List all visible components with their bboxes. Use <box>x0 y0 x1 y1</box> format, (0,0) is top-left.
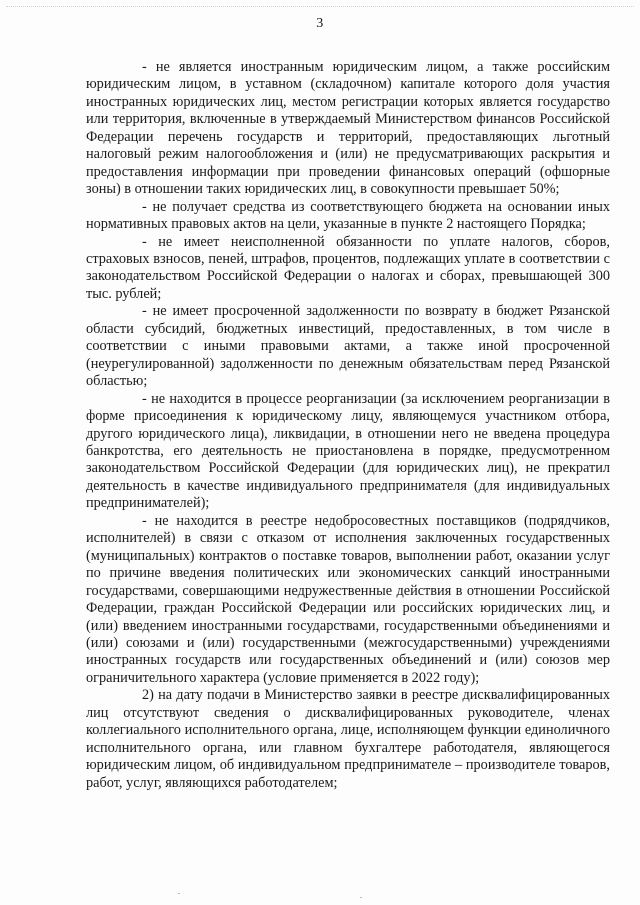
paragraph-overdue-debt-condition: - не имеет просроченной задолженности по возврату в бюджет Рязанской области субсидий, бюджетных инвестиций, предоставленных, в том числе в соответствии с иными правовыми актами, а также иной просроченной (неурегулированной) задолженности по денежным обязательствам перед Рязанской областью; <box>86 303 610 390</box>
page-number: 3 <box>316 16 324 31</box>
document-body <box>86 59 610 792</box>
scan-speck <box>360 897 362 898</box>
paragraph-tax-arrears-condition: - не имеет неисполненной обязанности по уплате налогов, сборов, страховых взносов, пеней, штрафов, процентов, подлежащих уплате в соответствии с законодательством Российской Федерации о налогах и сборах, превышающей 300 тыс. рублей; <box>86 233 610 302</box>
paragraph-foreign-entity-condition: - не является иностранным юридическим лицом, а также российским юридическим лицом, в уставном (складочном) капитале которого доля участия иностранных юридических лиц, местом регистрации которых является государство или территория, включенные в утверждаемый Министерством финансов Российской Федерации перечень государств и территорий, предоставляющих льготный налоговый режим налогообложения и (или) не предусматривающих раскрытия и предоставления информации при проведении финансовых операций (офшорные зоны) в отношении таких юридических лиц, в совокупности превышает 50%; <box>86 59 610 198</box>
paragraph-reorganization-condition: - не находится в процессе реорганизации (за исключением реорганизации в форме присоединения к юридическому лицу, являющемуся участником отбора, другого юридического лица), ликвидации, в отношении него не введена процедура банкротства, его деятельность не приостановлена в порядке, предусмотренном законодательством Российской Федерации (для юридических лиц), не прекратил деятельность в качестве индивидуального предпринимателя (для индивидуальных предпринимателей); <box>86 390 610 512</box>
scan-artifact-bottom <box>0 875 640 905</box>
paragraph-unfair-suppliers-condition: - не находится в реестре недобросовестных поставщиков (подрядчиков, исполнителей) в связи с отказом от исполнения заключенных государственных (муниципальных) контрактов о поставке товаров, выполнении работ, оказании услуг по причине введения политических или экономических санкций иностранными государствами, совершающими недружественные действия в отношении Российской Федерации, граждан Российской Федерации или российских юридических лиц, и (или) введением иностранными государствами, государственными объединениями и (или) союзами и (или) государственными (межгосударственными) учреждениями иностранных государств или государственных объединений и (или) союзов мер ограничительного характера (условие применяется в 2022 году); <box>86 512 610 686</box>
paragraph-budget-funds-condition: - не получает средства из соответствующего бюджета на основании иных нормативных правовых актов на цели, указанные в пункте 2 настоящего Порядка; <box>86 198 610 233</box>
paragraph-disqualified-persons-condition: 2) на дату подачи в Министерство заявки в реестре дисквалифицированных лиц отсутствуют сведения о дисквалифицированных руководителе, членах коллегиального исполнительного органа, лице, исполняющем функции единоличного исполнительного органа, или главном бухгалтере работодателя, являющегося юридическим лицом, об индивидуальном предпринимателе – производителе товаров, работ, услуг, являющихся работодателем; <box>86 687 610 791</box>
scan-artifact-top <box>6 6 634 9</box>
scan-speck <box>178 893 180 894</box>
